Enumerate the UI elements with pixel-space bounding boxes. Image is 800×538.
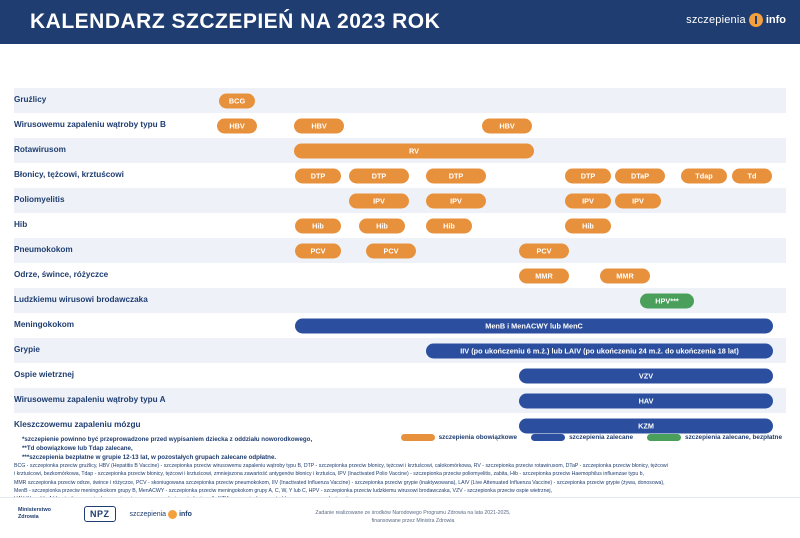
column-header-10 xyxy=(620,48,662,88)
pill-track xyxy=(204,363,786,388)
column-header-2 xyxy=(287,48,329,88)
footnote-3: ***szczepienia bezpłatne w grupie 12-13 lat, w pozostałych grupach zalecane odpłatne. xyxy=(22,453,277,461)
row-pills-cell xyxy=(204,188,786,213)
vaccine-pill[interactable]: Tdap xyxy=(681,168,727,183)
column-header-value: 13-15 xyxy=(541,57,573,72)
brand-name-part2: info xyxy=(765,14,786,26)
legend-swatch-blue xyxy=(531,434,565,441)
footer-brand-part2: info xyxy=(179,510,192,518)
row-label-4: Poliomyelitis xyxy=(14,195,65,205)
column-header-value: 5 xyxy=(429,57,436,72)
column-header-unit: lat xyxy=(720,69,728,77)
vaccine-pill[interactable]: DTP xyxy=(295,168,341,183)
table-row xyxy=(14,288,786,313)
row-label-7: Odrze, śwince, różyczce xyxy=(14,270,109,280)
legend-label-obligatory: szczepienia obowiązkowe xyxy=(438,434,518,441)
legend-label-recommended: szczepienia zalecane xyxy=(569,434,634,441)
abbrev-line-1: BCG - szczepionka przeciw gruźlicy, HBV (Hepatitis B Vaccine) - szczepionka przeciw wirusowemu zapaleniu wątroby typu B, DTP - szczepionka przeciw błonicy, tężcowi i krztuścowi, całokomórkowa, RV - szczepionka przeciw rotawirusom, DTaP - szczepionka przeciw błonicy, tężcowi xyxy=(14,463,668,469)
table-row xyxy=(14,313,786,338)
column-header-1 xyxy=(246,48,288,88)
pill-track xyxy=(204,263,786,288)
calendar-table xyxy=(14,48,786,438)
pill-track xyxy=(204,313,786,338)
pill-track xyxy=(204,113,786,138)
pill-track xyxy=(204,288,786,313)
column-header-value: 19** xyxy=(753,57,777,72)
vaccine-pill[interactable]: HBV xyxy=(482,118,532,133)
abbrev-line-3: MMR szczepionka przeciw odrze, śwince i różyczce, PCV - skoniugowana szczepionka przeciw pneumokokom, IIV (Inactivated Influenza Vaccine) - szczepionka przeciw grypie (inaktywowana), LAIV (Live Attenuated Influenza Vaccine) - szczepionka przeciw grypie (żywa, donosowa), xyxy=(14,479,665,486)
vaccine-pill[interactable]: DTP xyxy=(426,168,486,183)
pill-track xyxy=(204,88,786,113)
financing-note xyxy=(248,510,578,526)
column-header-13 xyxy=(744,48,786,88)
column-header-8 xyxy=(537,48,579,88)
vaccine-pill[interactable]: DTaP xyxy=(615,168,665,183)
column-header-unit: tygodni xyxy=(255,69,277,77)
column-header-unit: lat xyxy=(678,69,686,77)
row-label-0: Gruźlicy xyxy=(14,95,47,105)
vaccine-pill[interactable]: PCV xyxy=(366,243,416,258)
legend-label-recommended-free: szczepienia zalecane, bezpłatne xyxy=(685,434,782,441)
row-label-6: Pneumokokom xyxy=(14,245,73,255)
pill-track xyxy=(204,238,786,263)
vaccine-pill[interactable]: HBV xyxy=(217,118,257,133)
row-pills-cell xyxy=(204,338,786,363)
row-label-9: Meningokokom xyxy=(14,320,75,330)
legend-item-obligatory xyxy=(401,434,518,441)
table-header-row xyxy=(14,48,786,88)
financing-line-2: finansowane przez Ministra Zdrowia xyxy=(371,517,455,524)
vaccine-pill[interactable]: Hib xyxy=(359,218,405,233)
table-row xyxy=(14,113,786,138)
table-row xyxy=(14,388,786,413)
pill-track xyxy=(204,338,786,363)
vaccine-pill[interactable]: Hib xyxy=(426,218,472,233)
financing-line-1: Zadanie realizowane ze środków Narodowego Programu Zdrowia na lata 2021-2025, xyxy=(315,510,511,516)
legend-item-recommended xyxy=(531,434,633,441)
column-header-unit: miesiące xyxy=(294,69,321,77)
row-label-13: Kleszczowemu zapaleniu mózgu xyxy=(14,420,141,430)
table-row xyxy=(14,238,786,263)
vaccine-pill[interactable]: MMR xyxy=(600,268,650,283)
row-pills-cell xyxy=(204,213,786,238)
row-pills-cell xyxy=(204,313,786,338)
vaccine-pill[interactable]: HAV xyxy=(519,393,773,408)
vaccine-pill[interactable]: RV xyxy=(294,143,534,158)
footer-logos xyxy=(18,506,192,522)
vaccine-pill[interactable]: HBV xyxy=(294,118,344,133)
column-header-12 xyxy=(703,48,745,88)
vaccine-pill[interactable]: Td xyxy=(732,168,772,183)
page-header xyxy=(0,0,800,44)
vaccine-pill[interactable]: IPV xyxy=(615,193,661,208)
column-header-unit: miesiące xyxy=(378,69,405,77)
abbrev-line-2: i krztuścowi, bezkomórkowa, Tdap - szczepionka przeciw błonicy, tężcowi i krztuścowi, zmniejszona zawartość antygenów błonicy i krztuśca, IPV (Inactivated Polio Vaccine) - szczepionka przeciw poliomyelitis, zabita, Hib - szczepionka przeciw Haemophilus influenzae typu b, xyxy=(14,471,644,478)
table-row xyxy=(14,213,786,238)
row-label-8: Ludzkiemu wirusowi brodawczaka xyxy=(14,295,148,305)
column-header-value: 16-18 xyxy=(583,57,615,72)
column-header-value: 4 xyxy=(387,57,395,72)
table-row xyxy=(14,363,786,388)
column-header-3 xyxy=(329,48,371,88)
footnotes xyxy=(22,436,442,463)
row-pills-cell xyxy=(204,138,786,163)
column-header-value: 6 xyxy=(263,57,270,72)
pill-track xyxy=(204,213,786,238)
column-header-value: 14 xyxy=(716,57,731,72)
footnote-2: **Td obowiązkowe lub Tdap zalecane, xyxy=(22,444,133,452)
table-row xyxy=(14,188,786,213)
dot-i-icon xyxy=(749,13,763,27)
legend xyxy=(401,434,782,441)
column-header-unit: miesiące xyxy=(419,69,446,77)
vaccine-pill[interactable]: MenB i MenACWY lub MenC xyxy=(295,318,773,333)
row-label-10: Grypie xyxy=(14,345,40,355)
pill-track xyxy=(204,138,786,163)
pill-track xyxy=(204,388,786,413)
column-header-value: 3 xyxy=(346,57,353,72)
column-header-unit: miesiące xyxy=(461,69,488,77)
row-pills-cell xyxy=(204,88,786,113)
vaccine-pill[interactable]: PCV xyxy=(295,243,341,258)
column-header-11 xyxy=(661,48,703,88)
legend-swatch-green xyxy=(647,434,681,441)
row-label-12: Wirusowemu zapaleniu wątroby typu A xyxy=(14,395,166,405)
row-label-3: Błonicy, tężcowi, krztuścowi xyxy=(14,170,124,180)
column-header-0 xyxy=(204,48,246,88)
vaccine-pill[interactable]: Hib xyxy=(295,218,341,233)
table-row xyxy=(14,138,786,163)
column-header-unit: miesięcy xyxy=(544,69,571,77)
row-pills-cell xyxy=(204,113,786,138)
vaccine-pill[interactable]: IIV (po ukończeniu 6 m.ż.) lub LAIV (po ukończeniu 24 m.ż. do ukończenia 18 lat) xyxy=(426,343,773,358)
footer-brand-part1: szczepienia xyxy=(129,510,167,518)
column-header-value: 24h* xyxy=(212,60,238,75)
row-pills-cell xyxy=(204,363,786,388)
legend-item-recommended-free xyxy=(647,434,782,441)
vaccine-pill[interactable]: MMR xyxy=(519,268,569,283)
row-pills-cell xyxy=(204,163,786,188)
vaccine-pill[interactable]: IPV xyxy=(349,193,409,208)
row-label-11: Ospie wietrznej xyxy=(14,370,75,380)
row-pills-cell xyxy=(204,388,786,413)
vaccine-pill[interactable]: Hib xyxy=(565,218,611,233)
column-header-9 xyxy=(578,48,620,88)
column-header-unit: lat xyxy=(761,69,769,77)
column-header-unit: lat xyxy=(636,69,644,77)
abbrev-line-4: MenB - szczepionka przeciw meningokokom grupy B, MenACWY - szczepionka przeciw meningokokom grupy A, C, W, Y lub C, HPV - szczepionka przeciw ludzkiemu wirusowi brodawczaka, VZV - szczepionka przeciw ospie wietrznej, xyxy=(14,487,552,494)
brand-name-part1: szczepienia xyxy=(686,14,746,26)
column-header-value: 7 xyxy=(512,57,520,72)
vaccine-pill[interactable]: KZM xyxy=(519,418,773,433)
row-label-1: Wirusowemu zapaleniu wątroby typu B xyxy=(14,120,166,130)
row-label-2: Rotawirusom xyxy=(14,145,66,155)
column-header-value: 12-13 xyxy=(666,57,698,72)
calendar-table-wrapper xyxy=(14,48,786,433)
page-footer xyxy=(0,497,800,538)
column-header-unit: miesiące xyxy=(502,69,529,77)
table-row xyxy=(14,263,786,288)
row-pills-cell xyxy=(204,238,786,263)
table-row xyxy=(14,88,786,113)
brand-logo xyxy=(686,13,786,27)
legend-swatch-orange xyxy=(401,434,435,441)
vaccine-pill[interactable]: IPV xyxy=(565,193,611,208)
footnote-1: *szczepienie powinno być przeprowadzone przed wypisaniem dziecka z oddziału noworodkowego, xyxy=(22,436,313,443)
table-corner-label: Szczepionka przeciw xyxy=(14,62,99,73)
dot-i-icon-footer xyxy=(168,510,177,519)
vaccine-pill[interactable]: PCV xyxy=(519,243,569,258)
row-label-5: Hib xyxy=(14,220,28,230)
ministry-logo-label: Ministerstwo Zdrowia xyxy=(18,507,51,520)
column-header-value: 6 xyxy=(470,57,478,72)
vaccine-pill[interactable]: DTP xyxy=(565,168,611,183)
table-row xyxy=(14,163,786,188)
column-header-unit: miesięcy xyxy=(586,69,612,77)
pill-track xyxy=(204,188,786,213)
vaccine-pill[interactable]: BCG xyxy=(219,93,255,108)
footer-brand-logo xyxy=(130,510,192,519)
row-pills-cell xyxy=(204,263,786,288)
vaccine-pill[interactable]: VZV xyxy=(519,368,773,383)
column-header-7 xyxy=(495,48,537,88)
vaccine-pill[interactable]: HPV*** xyxy=(640,293,694,308)
column-header-6 xyxy=(453,48,495,88)
column-header-unit: miesiące xyxy=(336,69,363,77)
row-pills-cell xyxy=(204,288,786,313)
table-row xyxy=(14,338,786,363)
column-header-value: 2 xyxy=(304,57,312,72)
vaccine-pill[interactable]: DTP xyxy=(349,168,409,183)
vaccine-pill[interactable]: IPV xyxy=(426,193,486,208)
column-header-value: 6 xyxy=(637,57,644,72)
pill-track xyxy=(204,163,786,188)
column-header-5 xyxy=(412,48,454,88)
npz-logo: NPZ xyxy=(84,506,116,522)
page-title: KALENDARZ SZCZEPIEŃ NA 2023 ROK xyxy=(30,10,441,33)
column-header-4 xyxy=(370,48,412,88)
